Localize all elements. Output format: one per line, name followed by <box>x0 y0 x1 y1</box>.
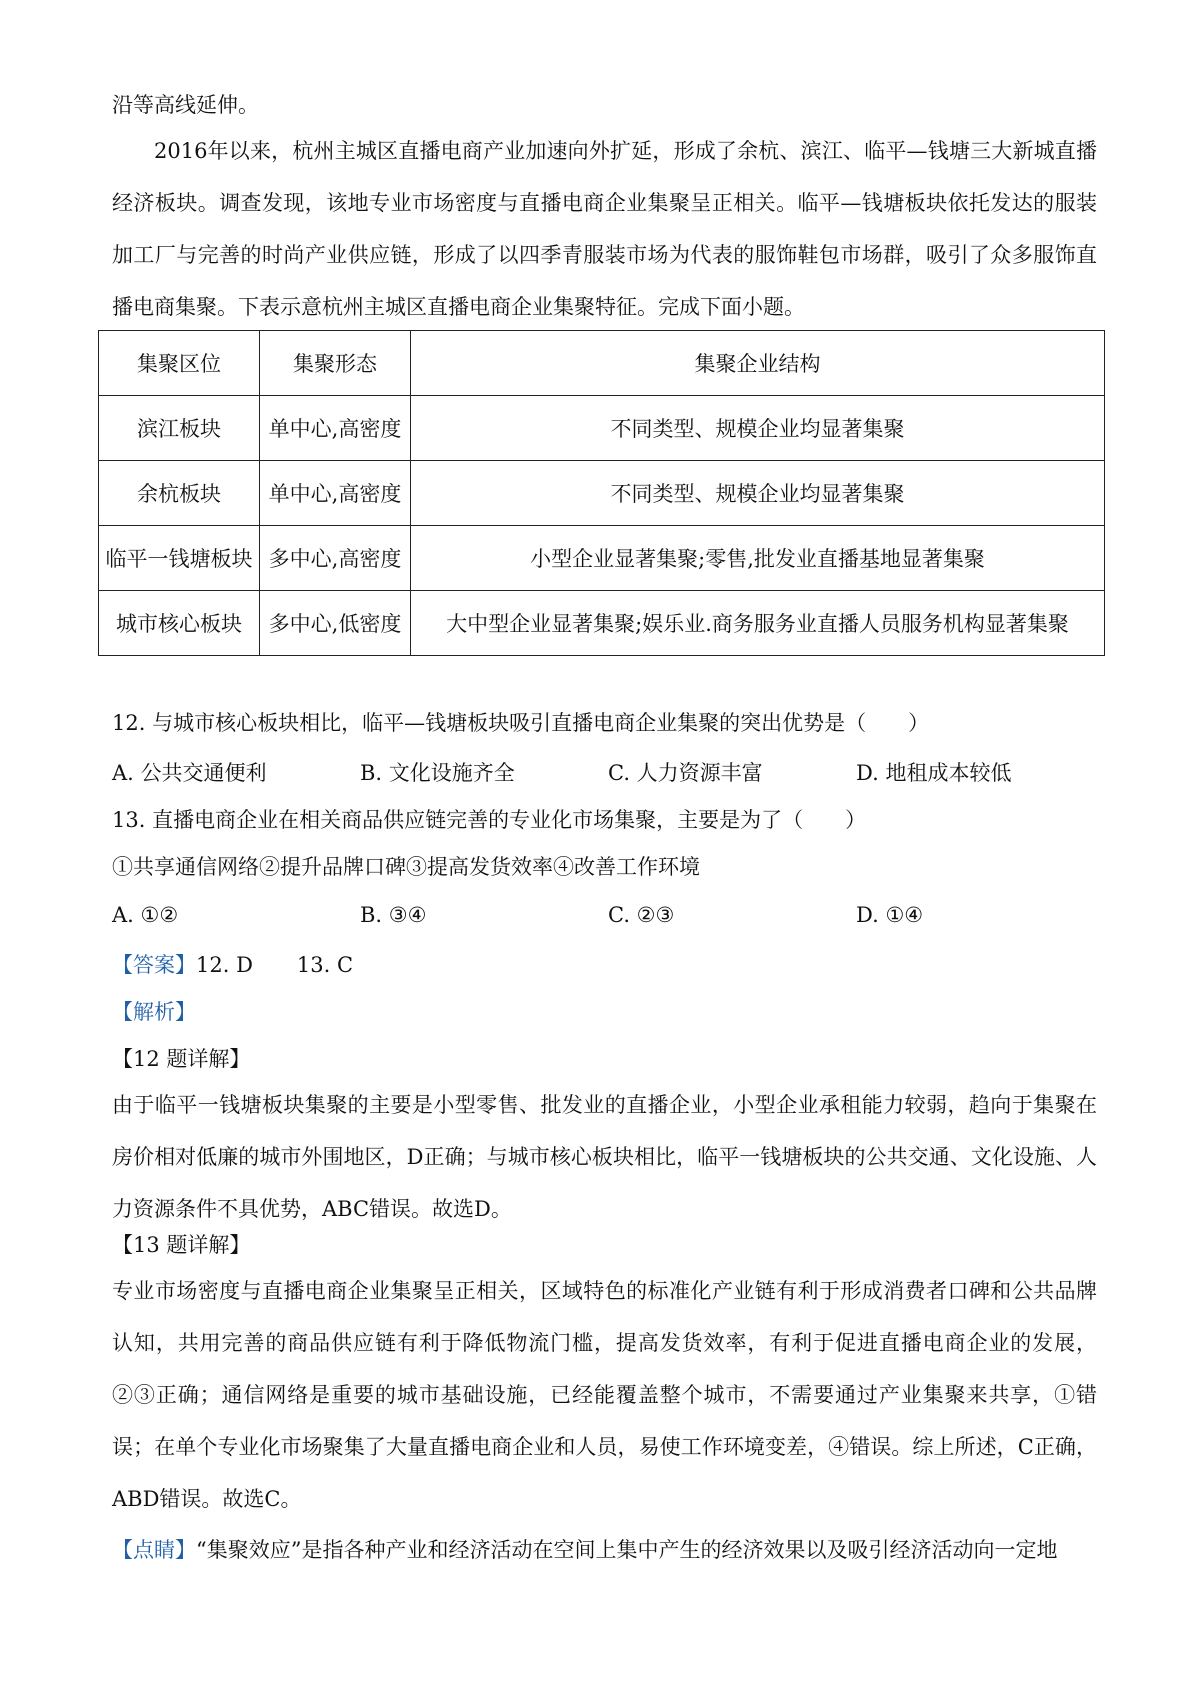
table-cell: 大中型企业显著集聚;娱乐业.商务服务业直播人员服务机构显著集聚 <box>411 591 1105 656</box>
answer-label: 【答案】 <box>112 953 196 977</box>
analysis-label: 【解析】 <box>112 1000 196 1024</box>
table-header-cell: 集聚区位 <box>99 331 260 396</box>
option-b: B. ③④ <box>360 903 427 927</box>
table-header-cell: 集聚形态 <box>260 331 411 396</box>
table-cell: 单中心,高密度 <box>260 461 411 526</box>
answer-13: 13. C <box>296 953 354 977</box>
table-row <box>99 461 1105 526</box>
table-cell: 多中心,低密度 <box>260 591 411 656</box>
intro-paragraph: 2016年以来，杭州主城区直播电商产业加速向外扩延，形成了余杭、滨江、临平—钱塘三大新城直播经济板块。调查发现，该地专业市场密度与直播电商企业集聚呈正相关。临平—钱塘板块依托发达的服装加工厂与完善的时尚产业供应链，形成了以四季青服装市场为代表的服饰鞋包市场群，吸引了众多服饰直播电商集聚。下表示意杭州主城区直播电商企业集聚特征。完成下面小题。 <box>112 139 1097 319</box>
detail-12-title: 【12 题详解】 <box>112 1047 251 1071</box>
table-cell: 不同类型、规模企业均显著集聚 <box>411 461 1105 526</box>
question-13-stem: 13. 直播电商企业在相关商品供应链完善的专业化市场集聚，主要是为了（ ） <box>112 808 867 832</box>
table-cell: 单中心,高密度 <box>260 396 411 461</box>
question-12-stem: 12. 与城市核心板块相比，临平—钱塘板块吸引直播电商企业集聚的突出优势是（ ） <box>112 711 930 735</box>
table-row <box>99 591 1105 656</box>
detail-13-text: 专业市场密度与直播电商企业集聚呈正相关，区域特色的标准化产业链有利于形成消费者口碑和公共品牌认知，共用完善的商品供应链有利于降低物流门槛，提高发货效率，有利于促进直播电商企业的发展，②③正确；通信网络是重要的城市基础设施，已经能覆盖整个城市，不需要通过产业集聚来共享，①错误；在单个专业化市场聚集了大量直播电商企业和人员，易使工作环境变差，④错误。综上所述，C正确，ABD错误。故选C。 <box>112 1279 1097 1511</box>
option-a: A. ①② <box>112 903 179 927</box>
answer-line <box>112 950 353 980</box>
question-13-items: ①共享通信网络②提升品牌口碑③提高发货效率④改善工作环境 <box>112 855 700 879</box>
option-a: A. 公共交通便利 <box>112 761 267 785</box>
option-c: C. 人力资源丰富 <box>608 761 763 785</box>
table-header-row <box>99 331 1105 396</box>
cluster-table <box>98 330 1105 656</box>
question-13-options <box>112 900 1102 930</box>
dianjing-label: 【点睛】 <box>112 1538 196 1562</box>
table-header-cell: 集聚企业结构 <box>411 331 1105 396</box>
option-c: C. ②③ <box>608 903 675 927</box>
detail-13-title: 【13 题详解】 <box>112 1233 251 1257</box>
answer-12: 12. D <box>196 953 253 977</box>
option-b: B. 文化设施齐全 <box>360 761 515 785</box>
table-row <box>99 526 1105 591</box>
table-row <box>99 396 1105 461</box>
detail-12-text: 由于临平一钱塘板块集聚的主要是小型零售、批发业的直播企业，小型企业承租能力较弱，趋向于集聚在房价相对低廉的城市外围地区，D正确；与城市核心板块相比，临平一钱塘板块的公共交通、文化设施、人力资源条件不具优势，ABC错误。故选D。 <box>112 1093 1097 1221</box>
option-d: D. ①④ <box>856 903 924 927</box>
table-cell: 多中心,高密度 <box>260 526 411 591</box>
table-cell: 不同类型、规模企业均显著集聚 <box>411 396 1105 461</box>
table-cell: 小型企业显著集聚;零售,批发业直播基地显著集聚 <box>411 526 1105 591</box>
continued-line: 沿等高线延伸。 <box>112 93 259 117</box>
option-d: D. 地租成本较低 <box>856 761 1012 785</box>
table-cell: 余杭板块 <box>99 461 260 526</box>
table-cell: 城市核心板块 <box>99 591 260 656</box>
dianjing-line <box>112 1535 1057 1565</box>
table-cell: 滨江板块 <box>99 396 260 461</box>
dianjing-text: “集聚效应”是指各种产业和经济活动在空间上集中产生的经济效果以及吸引经济活动向一定地 <box>196 1538 1058 1562</box>
question-12-options <box>112 758 1102 788</box>
table-cell: 临平一钱塘板块 <box>99 526 260 591</box>
